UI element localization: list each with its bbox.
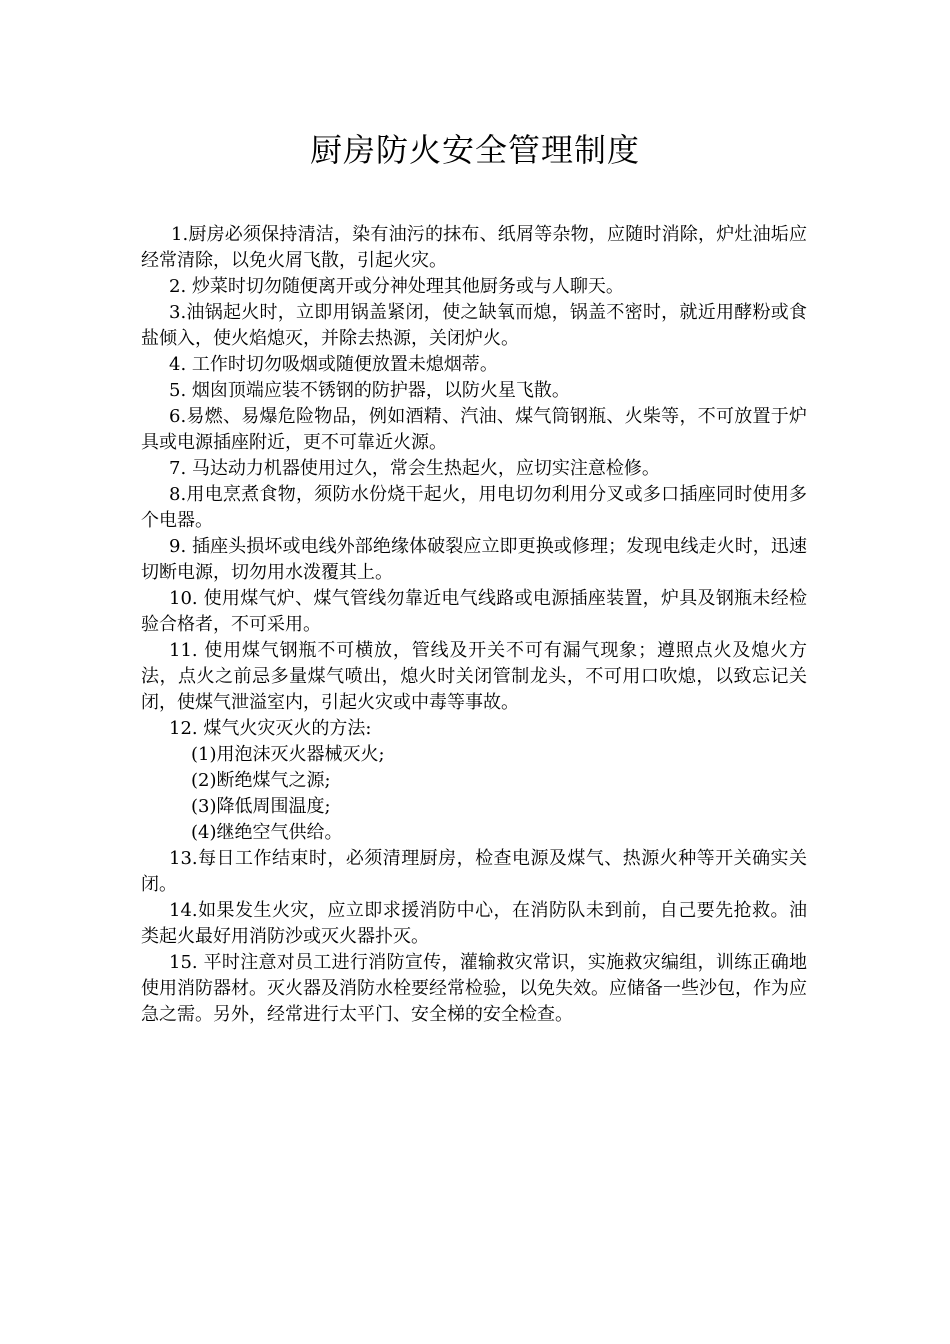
rule-item-6: 6.易燃、易爆危险物品，例如酒精、汽油、煤气筒钢瓶、火柴等，不可放置于炉具或电源插座附近，更不可靠近火源。: [141, 406, 807, 453]
rule-item-2: 2. 炒菜时切勿随便离开或分神处理其他厨务或与人聊天。: [169, 276, 624, 297]
rule-item-11: 11. 使用煤气钢瓶不可横放，管线及开关不可有漏气现象；遵照点火及熄火方法，点火之前忌多量煤气喷出，熄火时关闭管制龙头，不可用口吹熄，以致忘记关闭，使煤气泄溢室内，引起火灾或中毒等事故。: [141, 640, 807, 713]
sub-item-2: (2)断绝煤气之源;: [191, 770, 331, 791]
rule-item-10: 10. 使用煤气炉、煤气管线勿靠近电气线路或电源插座装置，炉具及钢瓶未经检验合格者，不可采用。: [141, 588, 807, 635]
rule-item-5: 5. 烟囱顶端应装不锈钢的防护器，以防火星飞散。: [169, 380, 570, 401]
rule-item-7: 7. 马达动力机器使用过久，常会生热起火，应切实注意检修。: [169, 458, 660, 479]
rule-item-3: 3.油锅起火时，立即用锅盖紧闭，使之缺氧而熄，锅盖不密时，就近用酵粉或食盐倾入，使火焰熄灭，并除去热源，关闭炉火。: [141, 302, 807, 349]
sub-item-4: (4)继绝空气供给。: [191, 822, 343, 843]
rule-item-1: 1.厨房必须保持清洁，染有油污的抹布、纸屑等杂物，应随时消除，炉灶油垢应经常清除，以免火屑飞散，引起火灾。: [141, 224, 807, 271]
rule-item-14: 14.如果发生火灾，应立即求援消防中心，在消防队未到前，自己要先抢救。油类起火最好用消防沙或灭火器扑灭。: [141, 900, 807, 947]
sub-item-3: (3)降低周围温度;: [191, 796, 331, 817]
rule-item-13: 13.每日工作结束时，必须清理厨房，检查电源及煤气、热源火种等开关确实关闭。: [141, 848, 807, 895]
rule-item-15: 15. 平时注意对员工进行消防宣传，灌输救灾常识，实施救灾编组，训练正确地使用消防器材。灭火器及消防水栓要经常检验，以免失效。应储备一些沙包，作为应急之需。另外，经常进行太平门、安全梯的安全检查。: [141, 952, 807, 1025]
document-title: 厨房防火安全管理制度: [309, 131, 640, 169]
document-body: [141, 222, 807, 1028]
rule-item-4: 4. 工作时切勿吸烟或随便放置未熄烟蒂。: [169, 354, 498, 375]
rule-item-12: 12. 煤气火灾灭火的方法:: [169, 718, 372, 739]
rule-item-9: 9. 插座头损坏或电线外部绝缘体破裂应立即更换或修理；发现电线走火时，迅速切断电源，切勿用水泼覆其上。: [141, 536, 807, 583]
rule-item-8: 8.用电烹煮食物，须防水份烧干起火，用电切勿利用分叉或多口插座同时使用多个电器。: [141, 484, 807, 531]
sub-item-1: (1)用泡沫灭火器械灭火;: [191, 744, 385, 765]
